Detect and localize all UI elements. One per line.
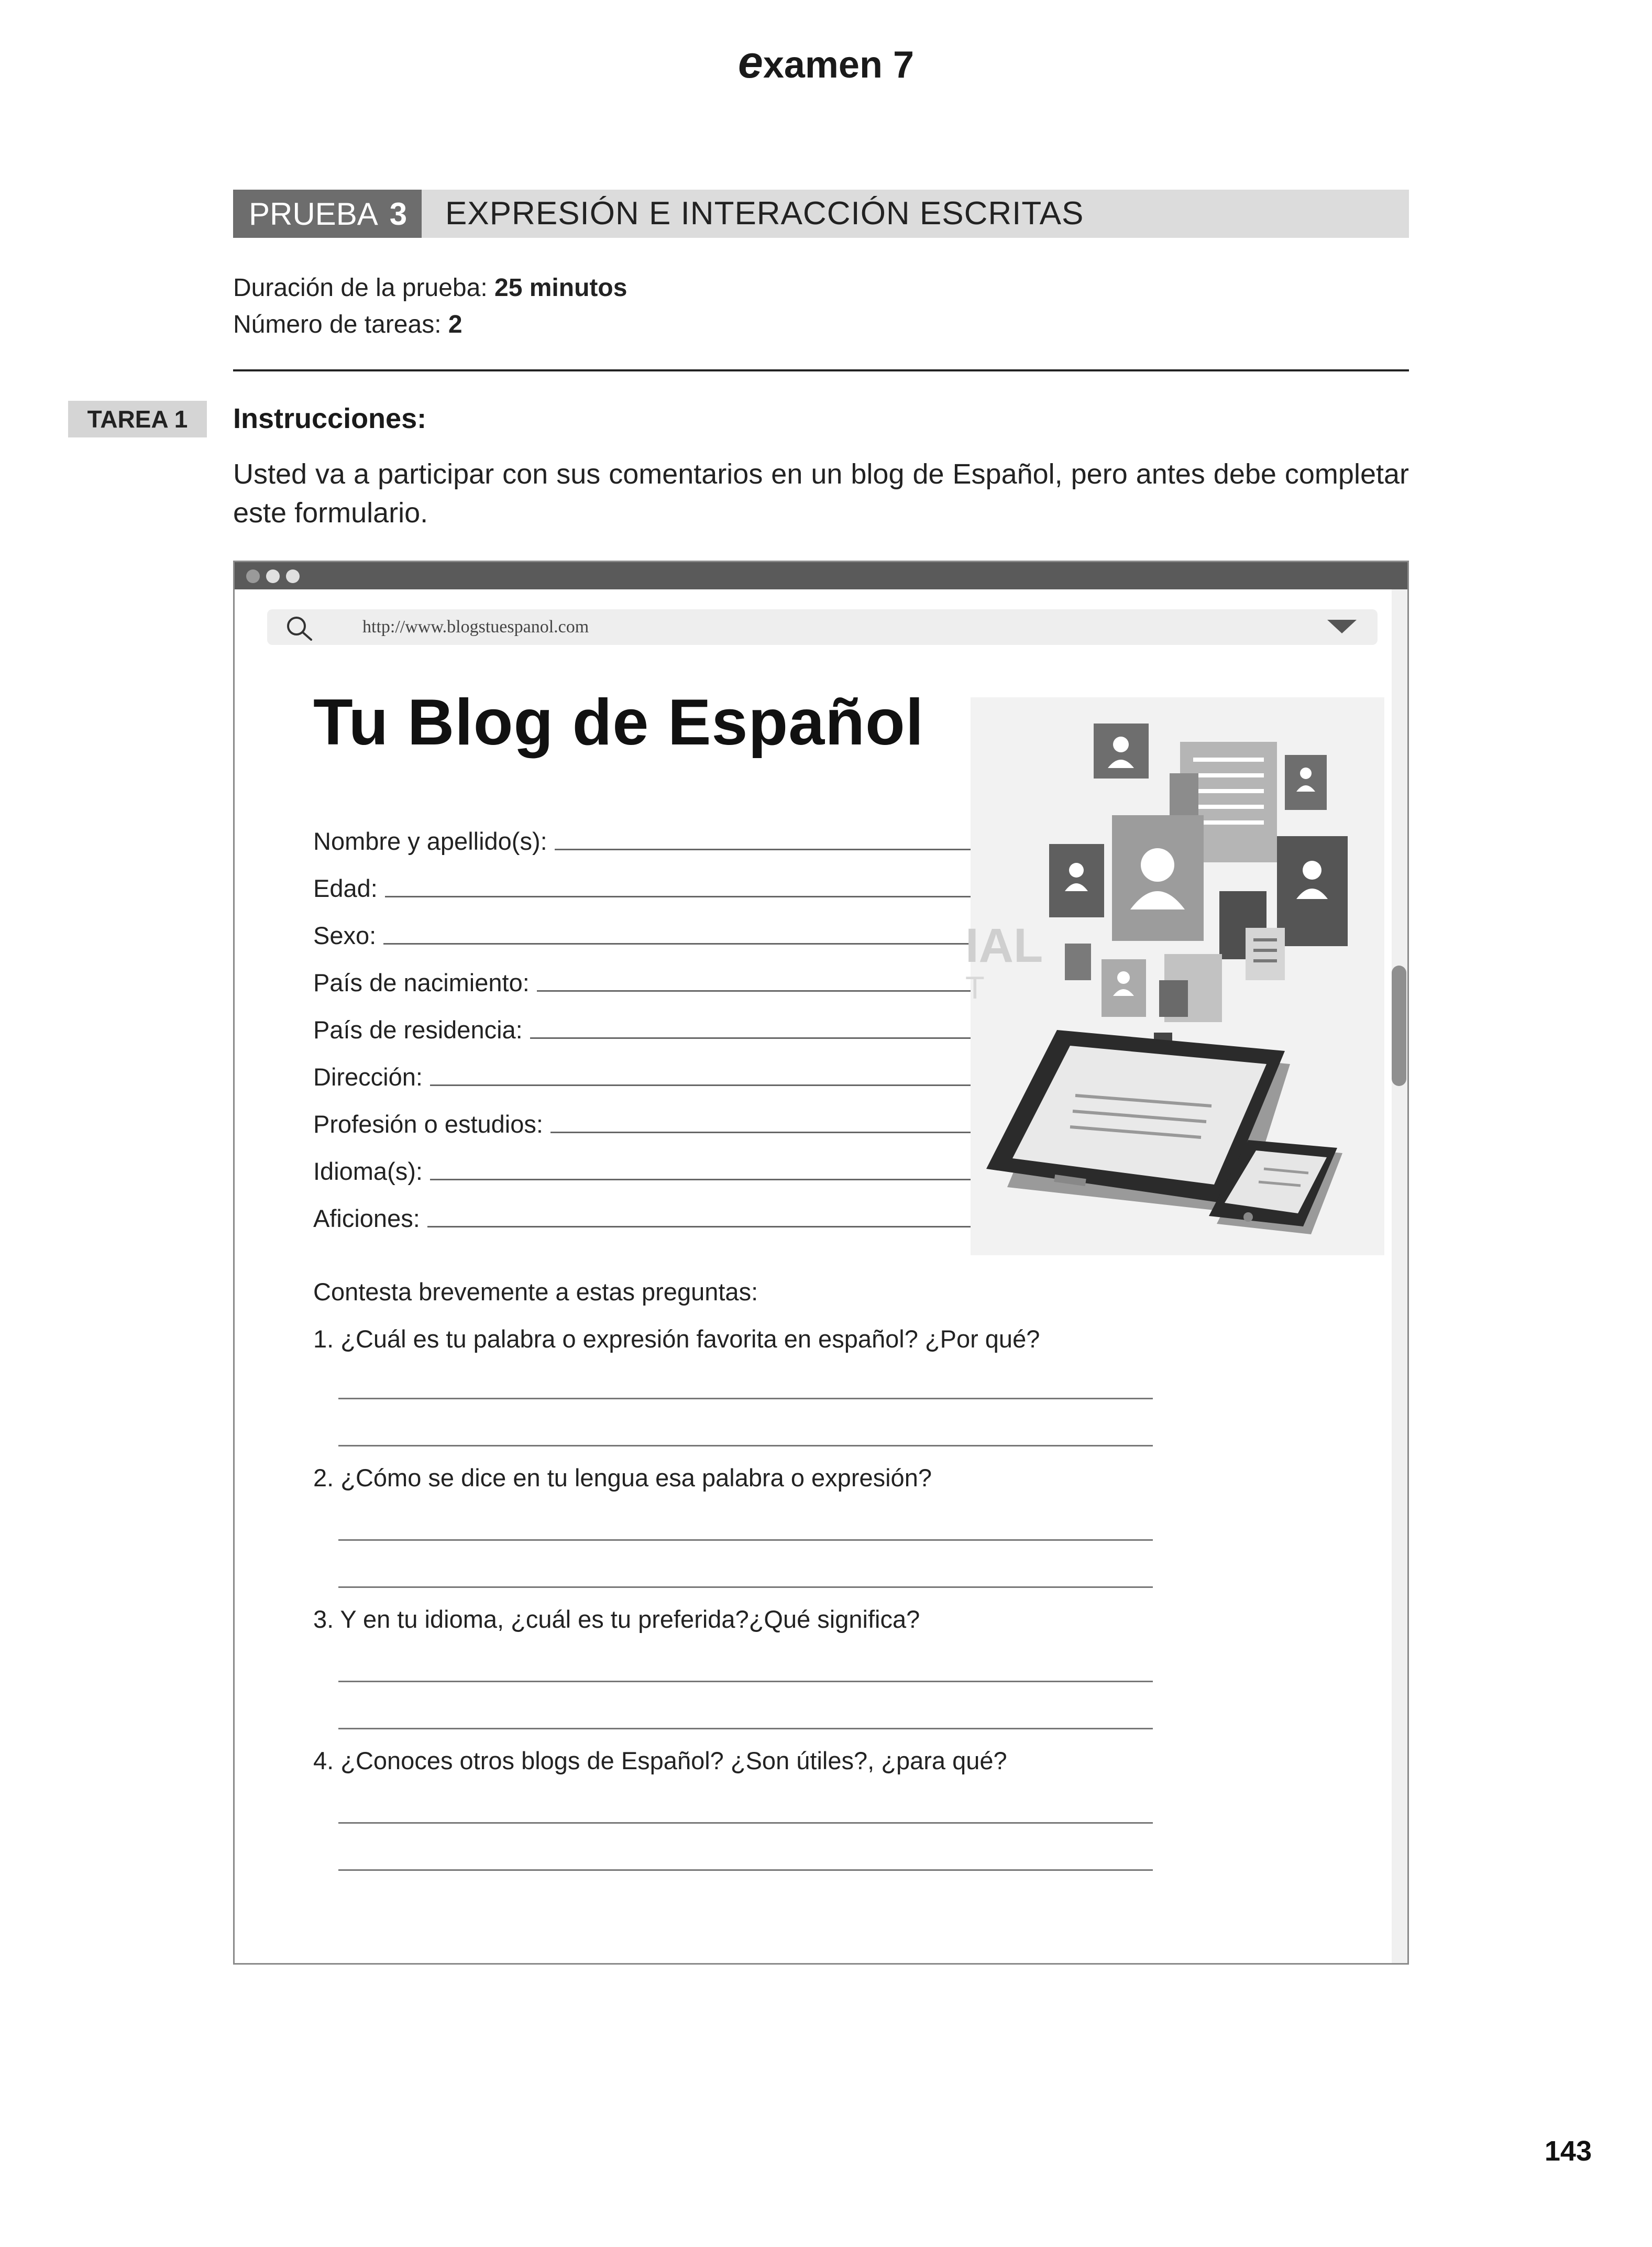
tareas-value: 2 — [448, 311, 462, 338]
scrollbar-thumb[interactable] — [1392, 966, 1406, 1086]
chevron-down-icon[interactable] — [1327, 620, 1357, 634]
field-input-line[interactable] — [427, 1226, 981, 1227]
field-input-line[interactable] — [383, 943, 981, 945]
field-label: Idioma(s): — [313, 1157, 423, 1185]
duracion-label: Duración de la prueba: — [233, 274, 488, 302]
field-label: Profesión o estudios: — [313, 1110, 543, 1138]
field-input-line[interactable] — [430, 1084, 981, 1086]
tareas-label: Número de tareas: — [233, 311, 442, 338]
field-input-line[interactable] — [555, 849, 981, 850]
answer-line[interactable] — [338, 1681, 1153, 1682]
question-2: 2. ¿Cómo se dice en tu lengua esa palabra o expresión? — [313, 1464, 932, 1492]
url-text[interactable]: http://www.blogstuespanol.com — [362, 617, 589, 637]
exam-title-letter: e — [737, 37, 763, 87]
window-control-dot[interactable] — [246, 569, 260, 583]
field-input-line[interactable] — [550, 1132, 981, 1133]
instructions-heading: Instrucciones: — [233, 403, 427, 434]
illustration-watermark-text: T — [965, 970, 985, 1005]
field-label: País de residencia: — [313, 1016, 523, 1044]
field-label: Aficiones: — [313, 1204, 420, 1232]
field-direccion[interactable] — [313, 1055, 981, 1091]
question-4: 4. ¿Conoces otros blogs de Español? ¿Son útiles?, ¿para qué? — [313, 1747, 1007, 1774]
field-nombre[interactable] — [313, 819, 981, 856]
field-label: Dirección: — [313, 1063, 423, 1091]
address-bar[interactable] — [267, 609, 1378, 645]
instructions-text: Usted va a participar con sus comentarios en un blog de Español, pero antes debe completar este formulario. — [233, 458, 1409, 529]
question-1: 1. ¿Cuál es tu palabra o expresión favorita en español? ¿Por qué? — [313, 1325, 1040, 1353]
field-input-line[interactable] — [430, 1179, 981, 1180]
answer-line[interactable] — [338, 1586, 1153, 1588]
field-edad[interactable] — [313, 866, 981, 903]
prueba-label: PRUEBA — [249, 196, 378, 232]
field-label: Nombre y apellido(s): — [313, 827, 547, 855]
prueba-badge — [233, 190, 422, 238]
prueba-title: EXPRESIÓN E INTERACCIÓN ESCRITAS — [445, 195, 1084, 232]
question-3: 3. Y en tu idioma, ¿cuál es tu preferida?¿Qué significa? — [313, 1605, 920, 1633]
answer-line[interactable] — [338, 1539, 1153, 1541]
field-pais-nacimiento[interactable] — [313, 960, 981, 997]
exam-title — [0, 37, 1652, 89]
blog-title: Tu Blog de Español — [313, 686, 924, 759]
field-input-line[interactable] — [537, 990, 981, 992]
browser-titlebar — [235, 562, 1407, 589]
prueba-number: 3 — [389, 196, 408, 232]
duracion-value: 25 minutos — [494, 274, 627, 302]
field-pais-residencia[interactable] — [313, 1007, 981, 1044]
illustration-watermark-text: IAL — [965, 919, 1043, 972]
page-number: 143 — [1544, 2135, 1592, 2167]
tarea-badge: TAREA 1 — [68, 401, 207, 437]
field-aficiones[interactable] — [313, 1196, 981, 1233]
field-input-line[interactable] — [530, 1037, 981, 1039]
answer-line[interactable] — [338, 1822, 1153, 1824]
search-icon[interactable] — [282, 613, 315, 643]
field-sexo[interactable] — [313, 913, 981, 950]
social-media-illustration — [965, 697, 1384, 1255]
answer-line[interactable] — [338, 1445, 1153, 1446]
answer-line[interactable] — [338, 1398, 1153, 1399]
answer-line[interactable] — [338, 1728, 1153, 1729]
field-label: Sexo: — [313, 922, 377, 949]
window-control-dot[interactable] — [286, 569, 300, 583]
browser-window — [233, 561, 1409, 1965]
field-label: Edad: — [313, 874, 378, 902]
exam-title-rest: xamen 7 — [763, 44, 915, 86]
field-label: País de nacimiento: — [313, 969, 530, 996]
field-input-line[interactable] — [385, 896, 981, 897]
info-tareas — [233, 310, 462, 339]
questions-intro: Contesta brevemente a estas preguntas: — [313, 1278, 758, 1306]
field-profesion[interactable] — [313, 1102, 981, 1138]
field-idiomas[interactable] — [313, 1149, 981, 1186]
window-control-dot[interactable] — [266, 569, 280, 583]
info-duracion — [233, 273, 627, 302]
answer-line[interactable] — [338, 1869, 1153, 1871]
scrollbar-track[interactable] — [1392, 589, 1407, 1963]
section-divider — [233, 369, 1409, 371]
tablet-chat-icon — [965, 697, 1384, 1255]
